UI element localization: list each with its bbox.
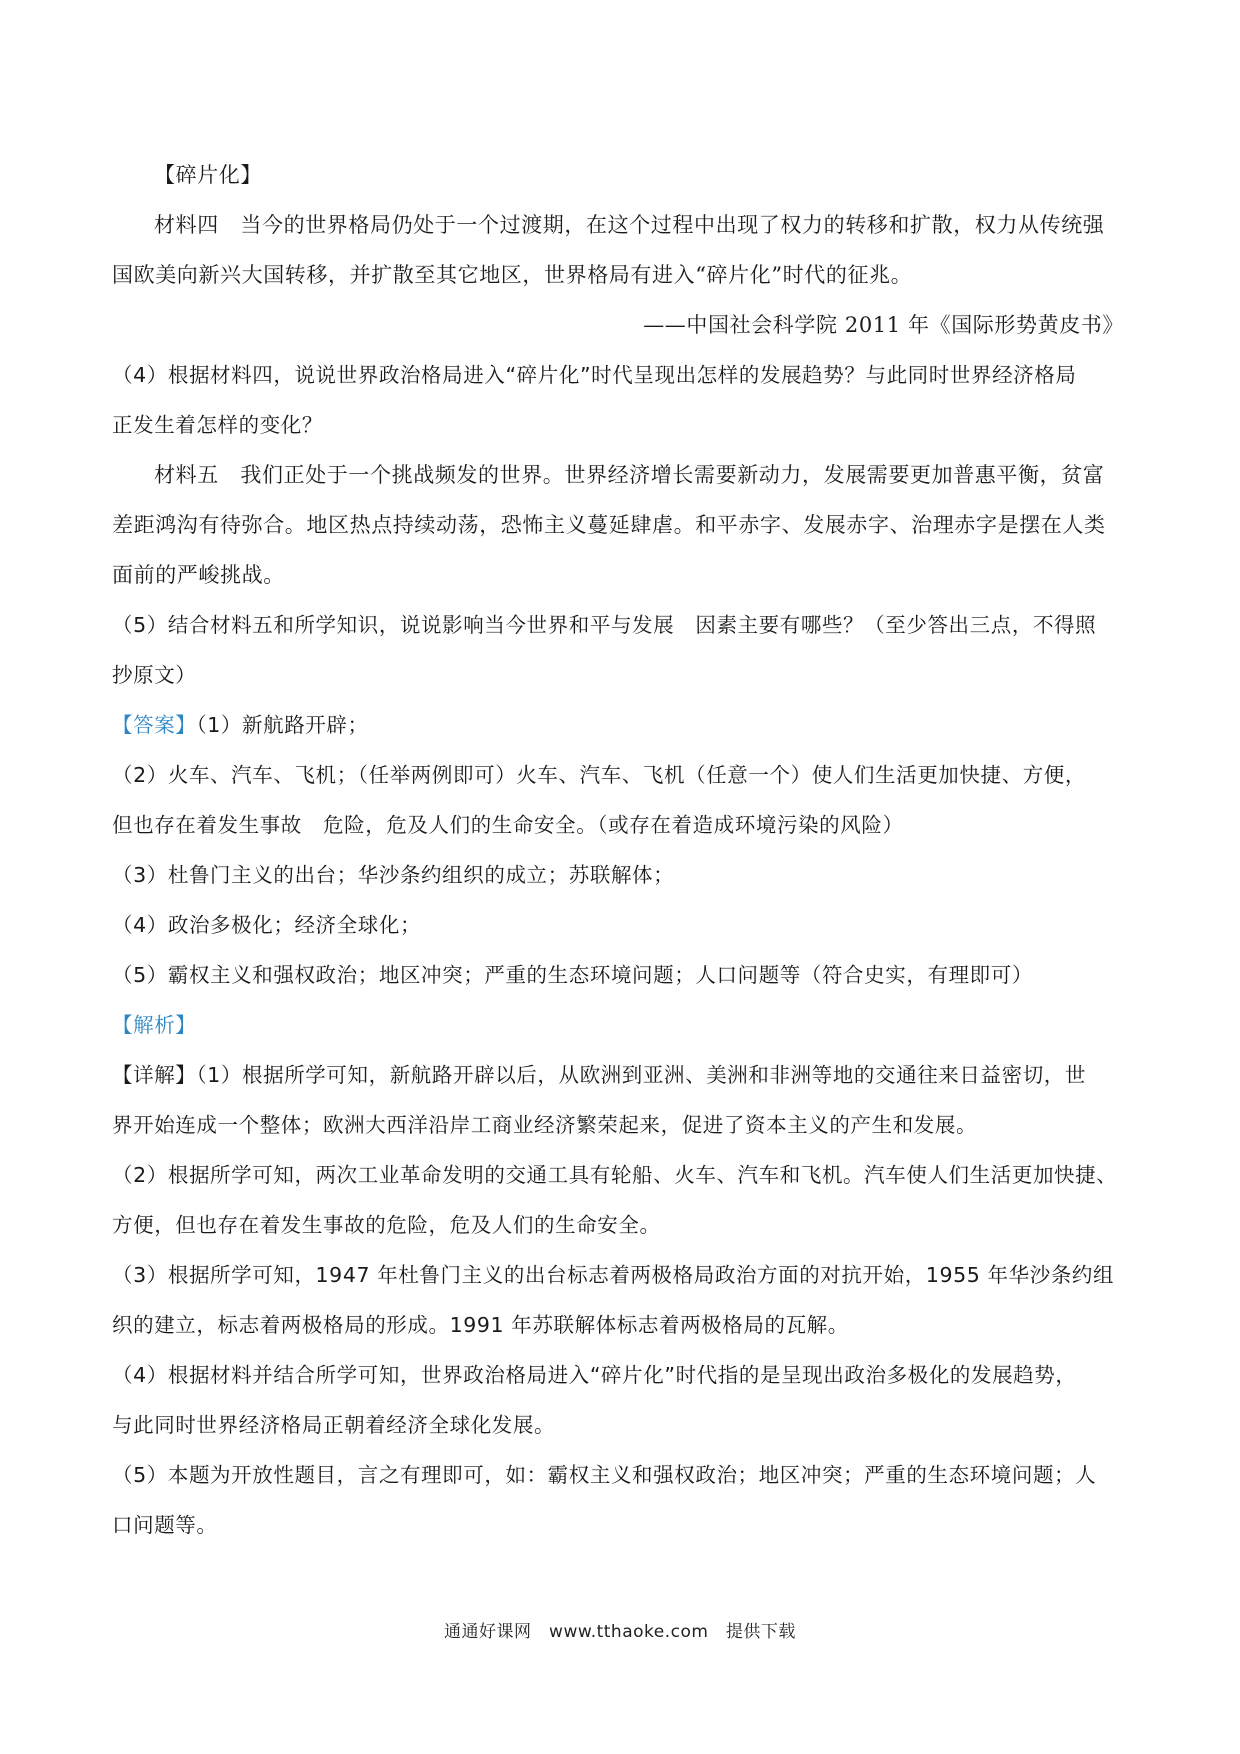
- detail-3-line-2: 织的建立，标志着两极格局的形成。1991 年苏联解体标志着两极格局的瓦解。: [112, 1313, 849, 1337]
- answer-3: （3）杜鲁门主义的出台；华沙条约组织的成立；苏联解体；: [112, 863, 675, 887]
- answer-1: （1）新航路开辟；: [196, 713, 369, 737]
- question4-line-1: （4）根据材料四，说说世界政治格局进入“碎片化”时代呈现出怎样的发展趋势？与此同时世界经济格局: [112, 363, 1077, 387]
- answer-5: （5）霸权主义和强权政治；地区冲突；严重的生态环境问题；人口问题等（符合史实，有理即可）: [112, 963, 1033, 987]
- detail-5-line-2: 口问题等。: [112, 1513, 218, 1537]
- detail-5-line-1: （5）本题为开放性题目，言之有理即可，如：霸权主义和强权政治；地区冲突；严重的生态环境问题；人: [112, 1463, 1097, 1487]
- analysis-tag: 【解析】: [112, 1013, 197, 1037]
- detail-4-line-1: （4）根据材料并结合所学可知，世界政治格局进入“碎片化”时代指的是呈现出政治多极化的发展趋势，: [112, 1363, 1077, 1387]
- material4-heading: 【碎片化】: [154, 163, 262, 187]
- answer-tag: 【答案】: [112, 713, 197, 737]
- detail-2-line-2: 方便，但也存在着发生事故的危险，危及人们的生命安全。: [112, 1213, 661, 1237]
- detail-4-line-2: 与此同时世界经济格局正朝着经济全球化发展。: [112, 1413, 556, 1437]
- answer-2-line-2: 但也存在着发生事故 危险，危及人们的生命安全。（或存在着造成环境污染的风险）: [112, 813, 904, 837]
- detail-3-line-1: （3）根据所学可知，1947 年杜鲁门主义的出台标志着两极格局政治方面的对抗开始，1955 年华沙条约组: [112, 1263, 1115, 1287]
- question5-line-2: 抄原文）: [112, 663, 197, 687]
- question4-line-2: 正发生着怎样的变化？: [112, 413, 323, 437]
- material5-line-3: 面前的严峻挑战。: [112, 563, 285, 587]
- detail-2-line-1: （2）根据所学可知，两次工业革命发明的交通工具有轮船、火车、汽车和飞机。汽车使人们生活更加快捷、: [112, 1163, 1118, 1187]
- material4-line-1: 材料四 当今的世界格局仍处于一个过渡期，在这个过程中出现了权力的转移和扩散，权力从传统强: [154, 213, 1105, 237]
- detail-tag: 【详解】: [112, 1063, 197, 1087]
- document-body: [112, 150, 1130, 1550]
- detail-1-line-2: 界开始连成一个整体；欧洲大西洋沿岸工商业经济繁荣起来，促进了资本主义的产生和发展。: [112, 1113, 978, 1137]
- answer-line-1: [112, 700, 1130, 750]
- answer-2-line-1: （2）火车、汽车、飞机；（任举两例即可）火车、汽车、飞机（任意一个）使人们生活更加快捷、方便，: [112, 763, 1086, 787]
- detail-1-line-1: 【详解】（1）根据所学可知，新航路开辟以后，从欧洲到亚洲、美洲和非洲等地的交通往来日益密切，世: [112, 1063, 1086, 1087]
- page-footer: 通通好课网 www.tthaoke.com 提供下载: [444, 1622, 796, 1642]
- material5-line-2: 差距鸿沟有待弥合。地区热点持续动荡，恐怖主义蔓延肆虐。和平赤字、发展赤字、治理赤字是摆在人类: [112, 513, 1106, 537]
- question5-line-1: （5）结合材料五和所学知识，说说影响当今世界和平与发展 因素主要有哪些？（至少答出三点，不得照: [112, 613, 1097, 637]
- material4-source: ——中国社会科学院 2011 年《国际形势黄皮书》: [643, 313, 1124, 337]
- material4-line-2: 国欧美向新兴大国转移，并扩散至其它地区，世界格局有进入“碎片化”时代的征兆。: [112, 263, 913, 287]
- answer-4: （4）政治多极化；经济全球化；: [112, 913, 422, 937]
- material5-line-1: 材料五 我们正处于一个挑战频发的世界。世界经济增长需要新动力，发展需要更加普惠平衡，贫富: [154, 463, 1105, 487]
